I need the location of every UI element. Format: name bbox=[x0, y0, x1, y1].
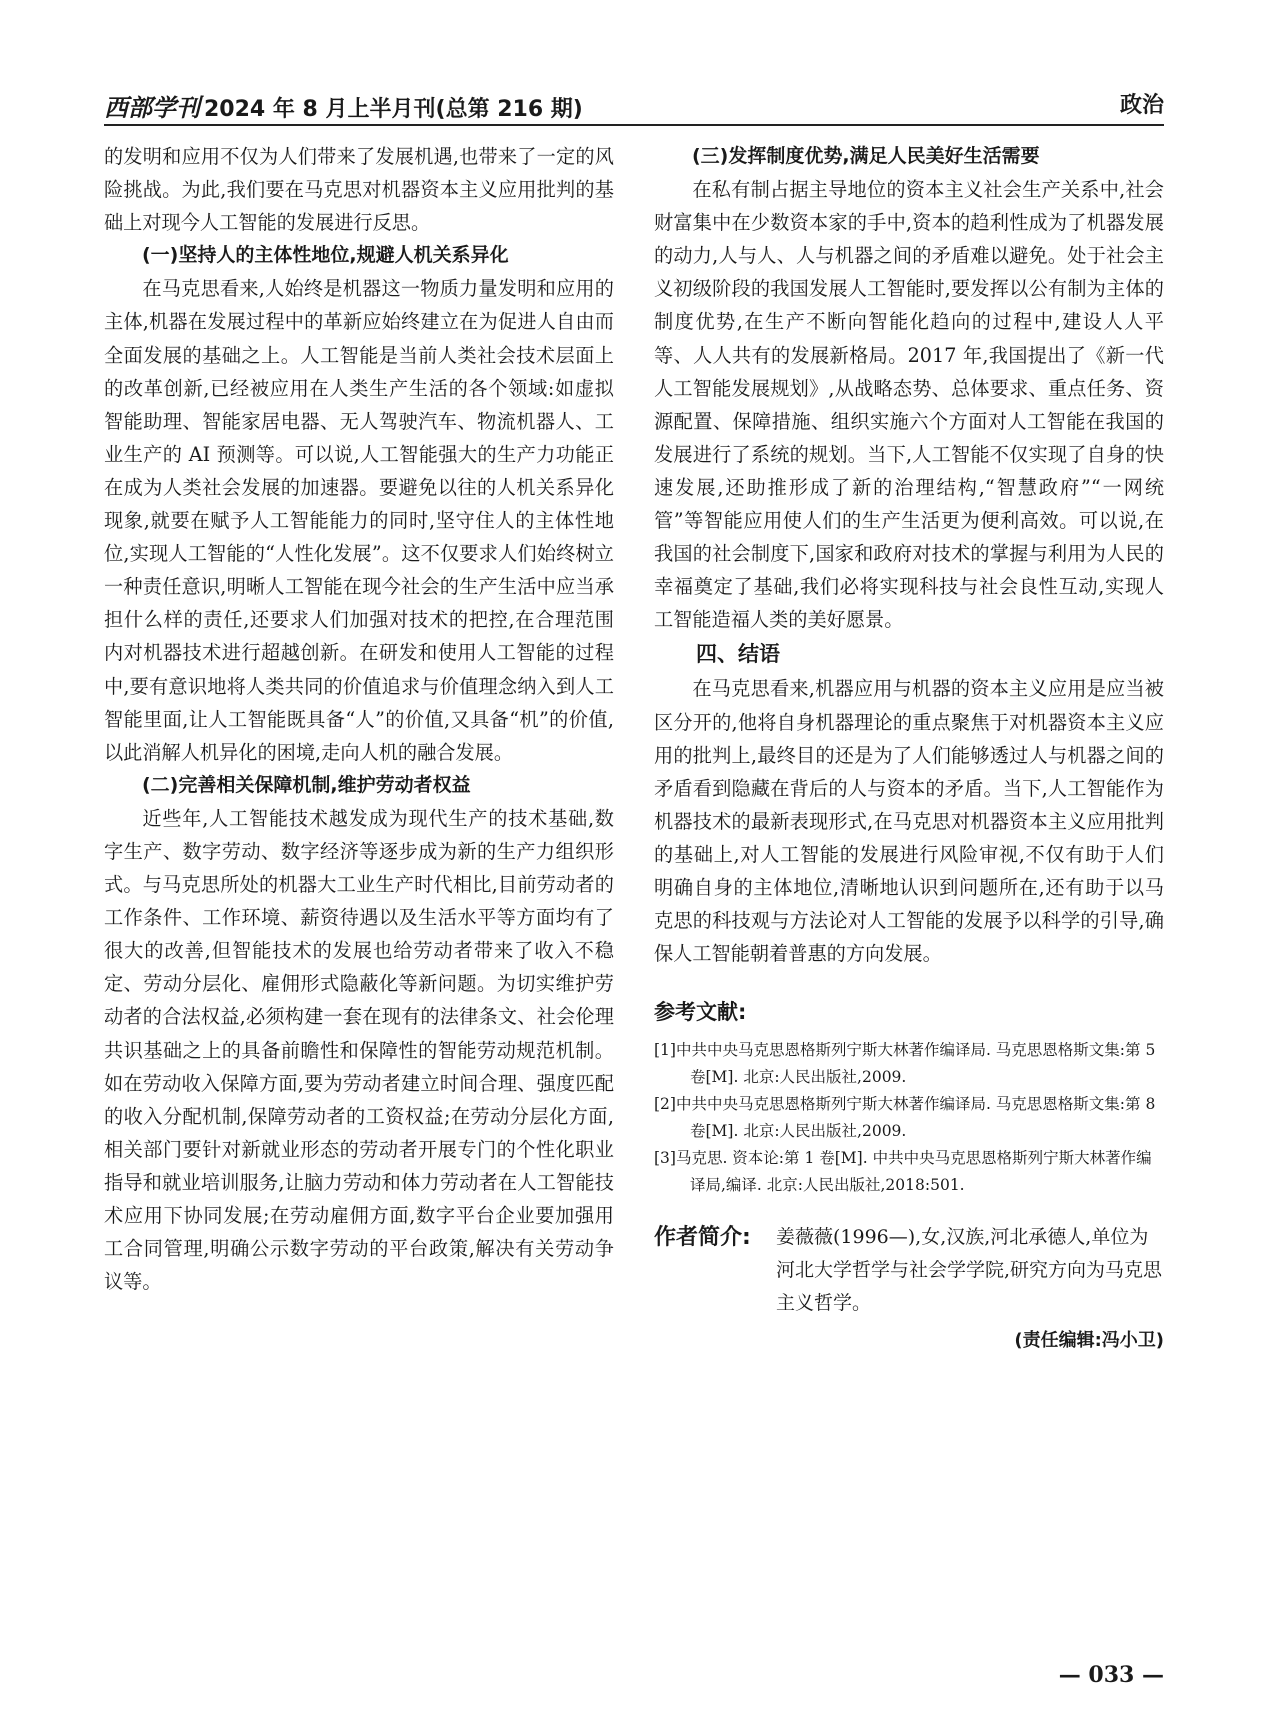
conclusion-heading: 四、结语 bbox=[696, 642, 780, 667]
subsection-heading-1: (一)坚持人的主体性地位,规避人机关系异化 bbox=[142, 244, 509, 267]
subsection-heading-2: (二)完善相关保障机制,维护劳动者权益 bbox=[142, 773, 471, 796]
subsection-heading-3: (三)发挥制度优势,满足人民美好生活需要 bbox=[692, 145, 1040, 167]
reference-item: [1]中共中央马克思恩格斯列宁斯大林著作编译局. 马克思恩格斯文集:第 5 卷[M]. 北京:人民出版社,2009. bbox=[654, 1041, 1156, 1087]
subsection-paragraph-3: 在私有制占据主导地位的资本主义社会生产关系中,社会财富集中在少数资本家的手中,资本的趋利性成为了机器发展的动力,人与人、人与机器之间的矛盾难以避免。处于社会主义初级阶段的我国发展人工智能时,要发挥以公有制为主体的制度优势,在生产不断向智能化趋向的过程中,建设人人平等、人人共有的发展新格局。2017 年,我国提出了《新一代人工智能发展规划》,从战略态势、总体要求、重点任务、资源配置、保障措施、组织实施六个方面对人工智能在我国的发展进行了系统的规划。当下,人工智能不仅实现了自身的快速发展,还助推形成了新的治理结构,“智慧政府”“一网统管”等智能应用使人们的生产生活更为便利高效。可以说,在我国的社会制度下,国家和政府对技术的掌握与利用为人民的幸福奠定了基础,我们必将实现科技与社会良性互动,实现人工智能造福人类的美好愿景。 bbox=[654, 178, 1164, 632]
journal-title bbox=[104, 88, 583, 123]
conclusion-paragraph: 在马克思看来,机器应用与机器的资本主义应用是应当被区分开的,他将自身机器理论的重点聚焦于对机器资本主义应用的批判上,最终目的还是为了人们能够透过人与机器之间的矛盾看到隐藏在背后的人与资本的矛盾。当下,人工智能作为机器技术的最新表现形式,在马克思对机器资本主义应用批判的基础上,对人工智能的发展进行风险审视,不仅有助于人们明确自身的主体地位,清晰地认识到问题所在,还有助于以马克思的科技观与方法论对人工智能的发展予以科学的引导,确保人工智能朝着普惠的方向发展。 bbox=[654, 677, 1164, 966]
right-column bbox=[654, 140, 1164, 1357]
responsible-editor: (责任编辑:冯小卫) bbox=[1014, 1330, 1164, 1352]
header-rule bbox=[104, 124, 1164, 126]
references-title: 参考文献: bbox=[654, 1000, 747, 1025]
reference-item: [3]马克思. 资本论:第 1 卷[M]. 中共中央马克思恩格斯列宁斯大林著作编译局,编译. 北京:人民出版社,2018:501. bbox=[654, 1149, 1152, 1195]
page-header bbox=[104, 86, 1164, 122]
intro-paragraph: 的发明和应用不仅为人们带来了发展机遇,也带来了一定的风险挑战。为此,我们要在马克思对机器资本主义应用批判的基础上对现今人工智能的发展进行反思。 bbox=[104, 145, 614, 235]
author-bio-text: 姜薇薇(1996—),女,汉族,河北承德人,单位为河北大学哲学与社会学学院,研究方向为马克思主义哲学。 bbox=[776, 1226, 1163, 1315]
subsection-paragraph-1: 在马克思看来,人始终是机器这一物质力量发明和应用的主体,机器在发展过程中的革新应始终建立在为促进人自由而全面发展的基础之上。人工智能是当前人类社会技术层面上的改革创新,已经被应用在人类生产生活的各个领域:如虚拟智能助理、智能家居电器、无人驾驶汽车、物流机器人、工业生产的 AI 预测等。可以说,人工智能强大的生产力功能正在成为人类社会发展的加速器。要避免以往的人机关系异化现象,就要在赋予人工智能能力的同时,坚守住人的主体性地位,实现人工智能的“人性化发展”。这不仅要求人们始终树立一种责任意识,明晰人工智能在现今社会的生产生活中应当承担什么样的责任,还要求人们加强对技术的把控,在合理范围内对机器技术进行超越创新。在研发和使用人工智能的过程中,要有意识地将人类共同的价值追求与价值理念纳入到人工智能里面,让人工智能既具备“人”的价值,又具备“机”的价值,以此消解人机异化的困境,走向人机的融合发展。 bbox=[104, 277, 614, 764]
author-bio bbox=[654, 1221, 1164, 1320]
subsection-paragraph-2: 近些年,人工智能技术越发成为现代生产的技术基础,数字生产、数字劳动、数字经济等逐步成为新的生产力组织形式。与马克思所处的机器大工业生产时代相比,目前劳动者的工作条件、工作环境、薪资待遇以及生活水平等方面均有了很大的改善,但智能技术的发展也给劳动者带来了收入不稳定、劳动分层化、雇佣形式隐蔽化等新问题。为切实维护劳动者的合法权益,必须构建一套在现有的法律条文、社会伦理共识基础之上的具备前瞻性和保障性的智能劳动规范机制。如在劳动收入保障方面,要为劳动者建立时间合理、强度匹配的收入分配机制,保障劳动者的工资权益;在劳动分层化方面,相关部门要针对新就业形态的劳动者开展专门的个性化职业指导和就业培训服务,让脑力劳动和体力劳动者在人工智能技术应用下协同发展;在劳动雇佣方面,数字平台企业要加强用工合同管理,明确公示数字劳动的平台政策,解决有关劳动争议等。 bbox=[104, 806, 614, 1294]
reference-item: [2]中共中央马克思恩格斯列宁斯大林著作编译局. 马克思恩格斯文集:第 8 卷[M]. 北京:人民出版社,2009. bbox=[654, 1095, 1156, 1141]
page-number: — 033 — bbox=[1058, 1662, 1164, 1688]
left-column bbox=[104, 140, 614, 1298]
section-name: 政治 bbox=[1119, 93, 1164, 118]
author-bio-label: 作者简介: bbox=[654, 1225, 751, 1251]
journal-logo: 西部学刊 bbox=[104, 93, 200, 122]
issue-info: 2024 年 8 月上半月刊(总第 216 期) bbox=[204, 97, 583, 122]
